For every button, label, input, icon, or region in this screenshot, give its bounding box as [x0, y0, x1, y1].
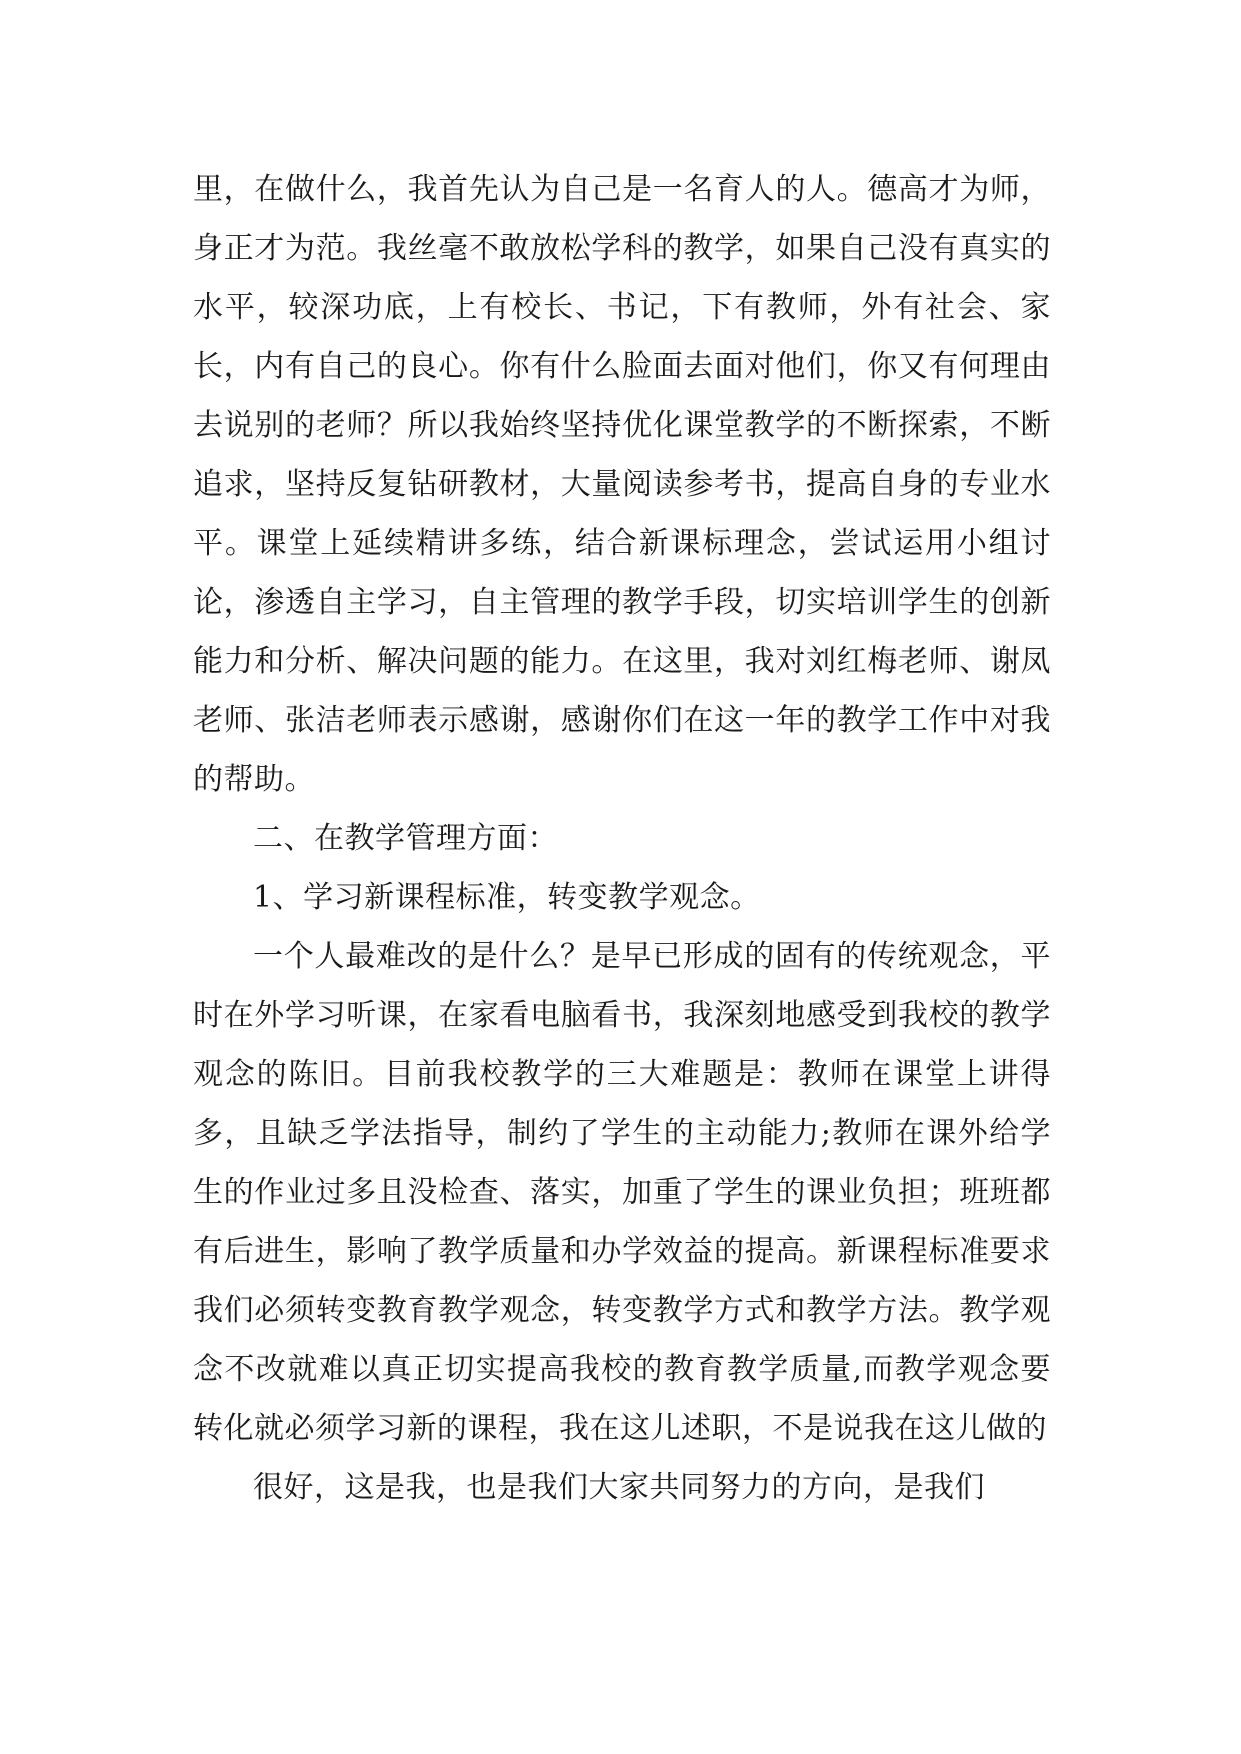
paragraph-2: 一个人最难改的是什么？是早已形成的固有的传统观念，平时在外学习听课，在家看电脑看书，我深刻地感受到我校的教学观念的陈旧。目前我校教学的三大难题是：教师在课堂上讲得多，且缺乏学法指导，制约了学生的主动能力;教师在课外给学生的作业过多且没检查、落实，加重了学生的课业负担；班班都有后进生，影响了教学质量和办学效益的提高。新课程标准要求我们必须转变教育教学观念，转变教学方式和教学方法。教学观念不改就难以真正切实提高我校的教育教学质量,而教学观念要转化就必须学习新的课程，我在这儿述职，不是说我在这儿做的: [193, 939, 1051, 1446]
paragraph-3: 很好，这是我，也是我们大家共同努力的方向，是我们: [253, 1470, 985, 1505]
subheading-new-curriculum: 1、学习新课程标准，转变教学观念。: [253, 880, 761, 915]
document-body: [193, 160, 1051, 1517]
section-heading-teaching-management: 二、在教学管理方面：: [253, 821, 558, 856]
paragraph-1: 里，在做什么，我首先认为自己是一名育人的人。德高才为师，身正才为范。我丝毫不敢放松学科的教学，如果自己没有真实的水平，较深功底，上有校长、书记，下有教师，外有社会、家长，内有自己的良心。你有什么脸面去面对他们，你又有何理由去说别的老师？所以我始终坚持优化课堂教学的不断探索，不断追求，坚持反复钻研教材，大量阅读参考书，提高自身的专业水平。课堂上延续精讲多练，结合新课标理念，尝试运用小组讨论，渗透自主学习，自主管理的教学手段，切实培训学生的创新能力和分析、解决问题的能力。在这里，我对刘红梅老师、谢凤老师、张洁老师表示感谢，感谢你们在这一年的教学工作中对我的帮助。: [193, 172, 1051, 797]
